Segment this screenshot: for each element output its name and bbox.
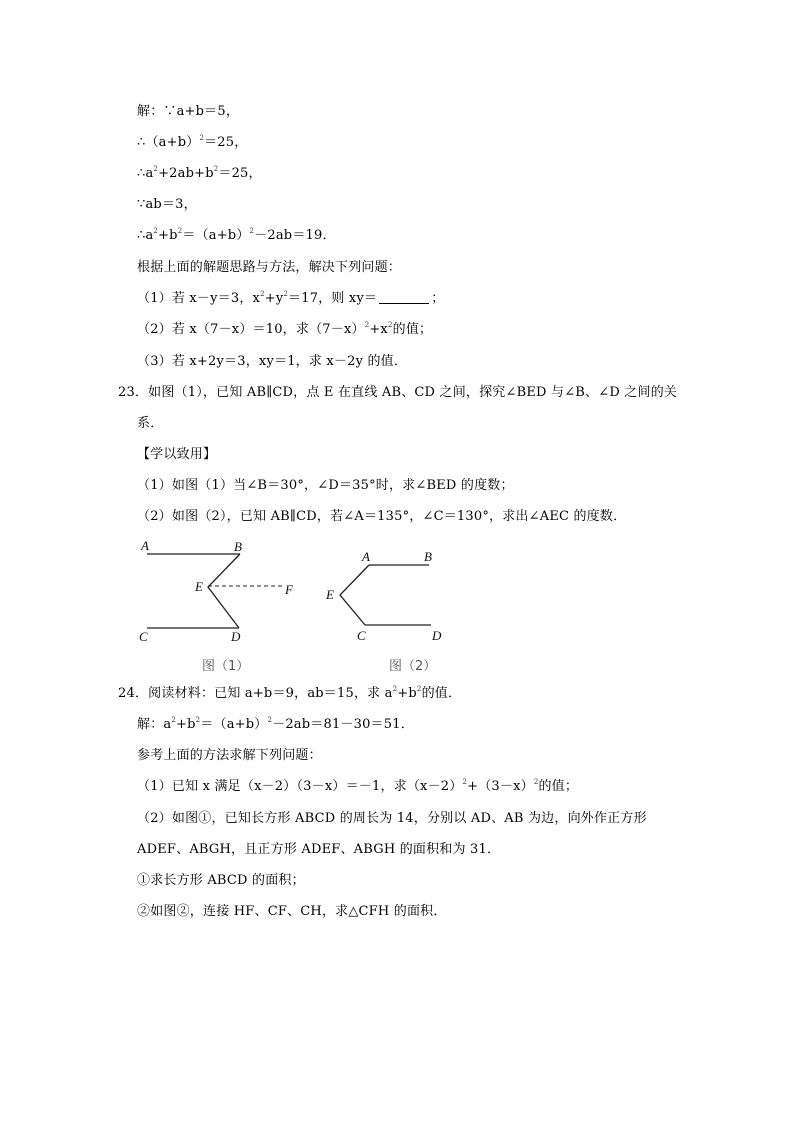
label-a: A [141, 538, 149, 553]
q24-part-1: （1）已知 x 满足（x－2）（3－x）＝－1，求$(x-2)^2+(3-x)^2$的值； [137, 778, 579, 794]
q23-stem-line-1: 23．如图（1），已知 AB∥CD，点 E 在直线 AB、CD 之间，探究∠BED 与∠B、∠D 之间的关 [118, 385, 678, 400]
label-c: C [357, 628, 366, 643]
figure-2-caption: 图（2） [389, 659, 437, 674]
q23-stem-line-2: 系． [137, 416, 164, 431]
figure-2 [320, 545, 450, 645]
solution-line-3: $\therefore a^2+2ab+b^2=25$， [137, 165, 262, 181]
label-e: E [326, 587, 334, 602]
question-number: 23． [118, 385, 149, 400]
label-d: D [231, 629, 241, 644]
label-f: F [285, 582, 293, 597]
label-b: B [234, 539, 242, 554]
label-d: D [432, 628, 442, 643]
q24-solution: 解：$a^2+b^2=(a+b)^2-2ab=81-30=51$． [137, 716, 414, 732]
q23-part-1: （1）如图（1）当∠B＝30°，∠D＝35°时，求∠BED 的度数； [137, 478, 514, 493]
solution-line-4: ∵ab＝3， [137, 197, 197, 212]
tasks-intro: 根据上面的解题思路与方法，解决下列问题： [137, 260, 402, 275]
figure-1 [130, 535, 310, 645]
q23-part-2: （2）如图（2），已知 AB∥CD，若∠A＝135°，∠C＝130°，求出∠AEC 的度数． [137, 509, 627, 524]
q24-part-2-line-1: （2）如图①，已知长方形 ABCD 的周长为 14，分别以 AD、AB 为边，向外作正方形 [137, 811, 647, 826]
q24-sub-1: ①求长方形 ABCD 的面积； [137, 873, 305, 888]
q24-stem: 24．阅读材料：已知 a+b＝9，ab＝15，求 $a^2+b^2$的值． [118, 685, 462, 701]
solution-line-5: $\therefore a^2+b^2=(a+b)^2-2ab=19$． [137, 227, 336, 243]
figure-1-caption: 图（1） [202, 659, 250, 674]
answer-blank[interactable] [379, 291, 429, 304]
q24-part-2-line-2: ADEF、ABGH，且正方形 ADEF、ABGH 的面积和为 31． [137, 842, 501, 857]
solution-line-2: $\therefore(a+b)^2=25$， [137, 134, 248, 150]
task-1: （1）若 x－y＝3，$x^2+y^2=17$，则 xy＝ ； [137, 290, 445, 306]
q24-instruction: 参考上面的方法求解下列问题： [137, 748, 322, 763]
task-2: （2）若 x（7－x）＝10，求$(7-x)^2+x^2$的值； [137, 321, 433, 337]
task-3: （3）若 x+2y＝3，xy＝1，求 x－2y 的值． [137, 354, 408, 369]
line-bed [208, 554, 240, 628]
q24-sub-2: ②如图②，连接 HF、CF、CH，求△CFH 的面积． [137, 904, 447, 919]
solution-line-1: 解：∵a+b＝5， [137, 104, 240, 119]
question-number: 24． [118, 686, 149, 701]
line-aec [340, 565, 369, 625]
label-e: E [195, 579, 203, 594]
label-b: B [424, 549, 432, 564]
label-a: A [362, 549, 370, 564]
q23-section-title: 【学以致用】 [137, 447, 217, 462]
label-c: C [139, 629, 148, 644]
